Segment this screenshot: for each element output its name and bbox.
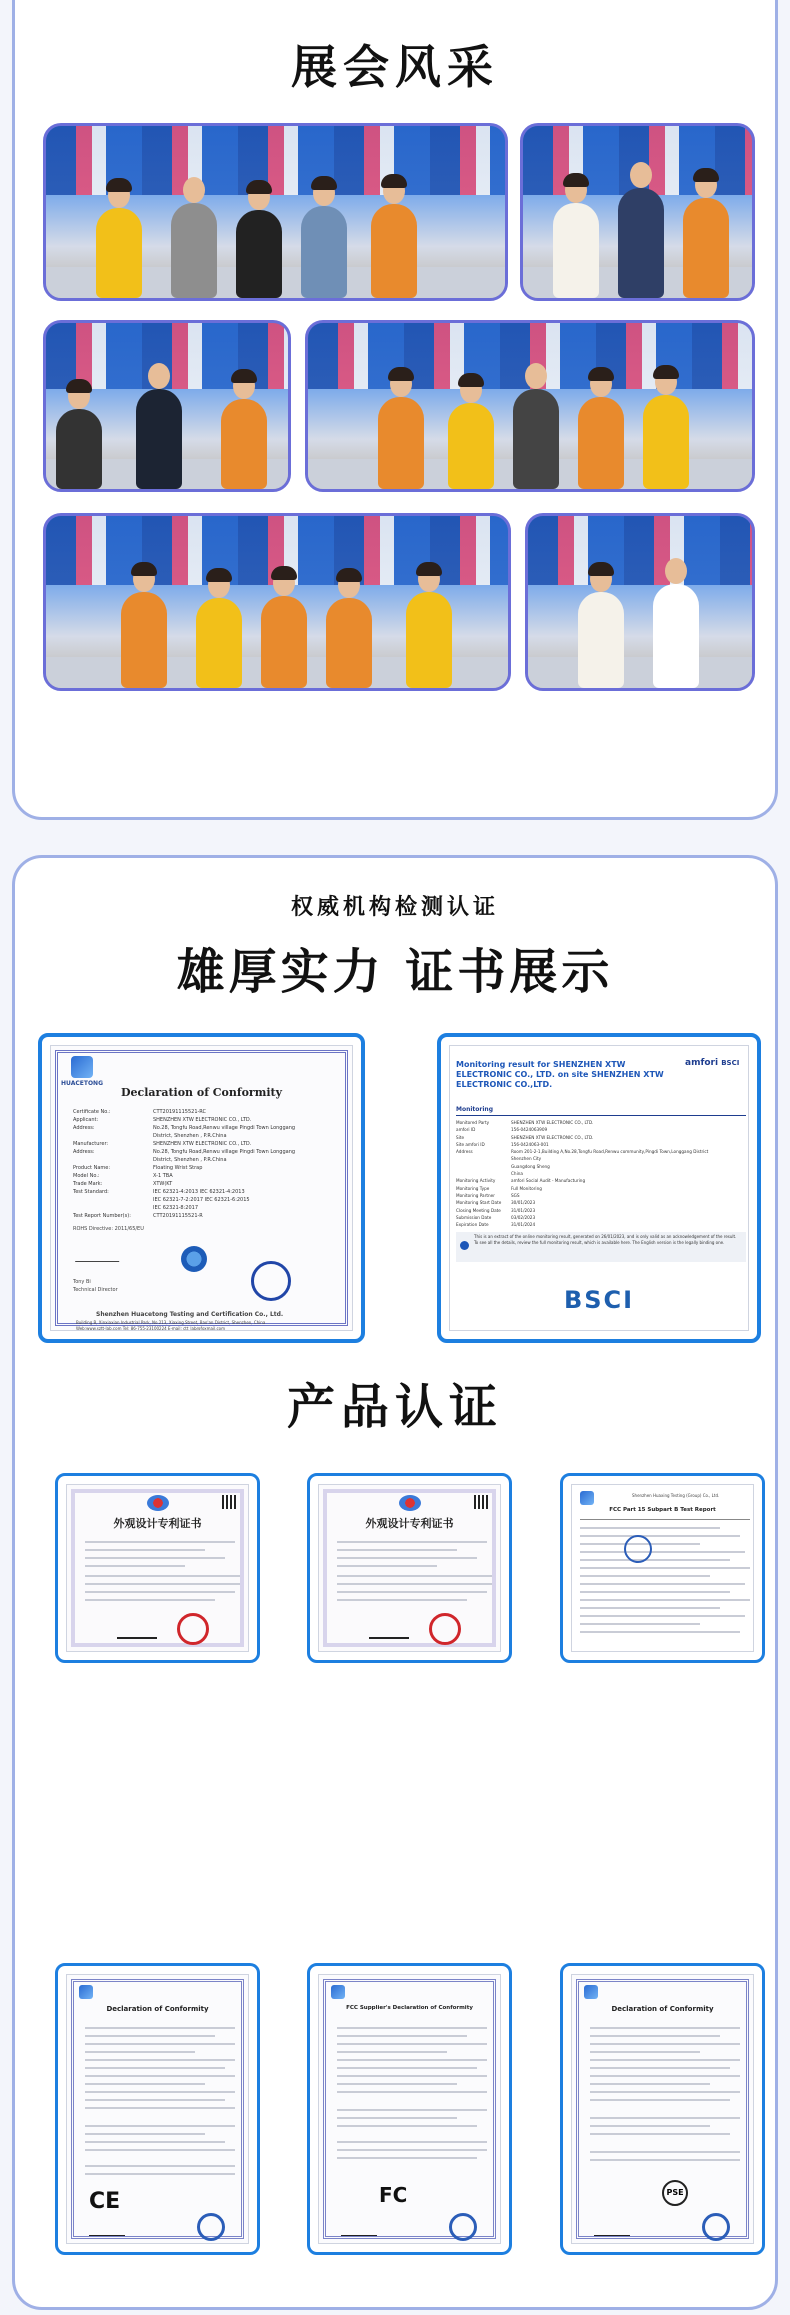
qr-code-icon <box>474 1495 488 1509</box>
cert-row-label: Address: <box>73 1149 95 1155</box>
bsci-section: Monitoring <box>456 1106 493 1113</box>
patent-emblem-icon <box>399 1495 421 1511</box>
pse-mark-text: PSE <box>666 2188 684 2197</box>
cert-doc-signer-title: Technical Director <box>73 1287 118 1293</box>
patent-red-seal-icon <box>429 1613 461 1645</box>
signature-icon <box>89 2227 125 2236</box>
cert-row <box>456 1171 746 1178</box>
huaxing-logo-icon <box>331 1985 345 1999</box>
exhibition-photo-6 <box>525 513 755 691</box>
cert-row-value: SHENZHEN XTW ELECTRONIC CO., LTD. <box>511 1134 594 1140</box>
cert-doc-heading: Declaration of Conformity <box>120 1086 283 1099</box>
signature-icon <box>117 1625 157 1639</box>
cert-row-value: District, Shenzhen , P.R.China <box>153 1157 227 1163</box>
certificate-patent-1 <box>55 1473 260 1663</box>
cert-row-value: Shenzhen City <box>511 1156 542 1162</box>
cert-row <box>456 1149 746 1156</box>
signature-icon <box>594 2227 630 2236</box>
cert-row-value: 156-0424063-001 <box>511 1141 549 1147</box>
cert-row <box>456 1215 746 1222</box>
cert-row-value: 03/02/2023 <box>511 1214 536 1220</box>
cert-row <box>456 1164 746 1171</box>
huacetong-logo-icon <box>71 1056 93 1078</box>
cert-row-label: Site amfori ID <box>456 1141 485 1147</box>
amfori-logo-text: amfori <box>685 1058 719 1068</box>
cert-row-value: China <box>511 1171 523 1177</box>
info-icon <box>460 1241 469 1250</box>
cert-row-value: 31/01/2024 <box>511 1222 536 1228</box>
cert-row-value: 30/01/2023 <box>511 1200 536 1206</box>
pse-mark-icon <box>662 2180 688 2206</box>
cert-row <box>456 1193 746 1200</box>
certificate-declaration-rohs <box>38 1033 365 1343</box>
rohs-seal-icon <box>181 1246 207 1272</box>
bsci-note <box>456 1232 746 1262</box>
cert-row-value: SGS <box>511 1192 520 1198</box>
cert-row-value: No.28, Tongfu Road,Renwu village Pingdi Town Longgang <box>153 1149 296 1155</box>
cert-row <box>456 1135 746 1142</box>
fcc-b-heading: FCC Part 15 Subpart B Test Report <box>609 1507 716 1513</box>
certificates-subtitle: 权威机构检测认证 <box>290 894 499 920</box>
cert-row-value: CTT20191115521-RC <box>153 1109 207 1115</box>
patent-red-seal-icon <box>177 1613 209 1645</box>
certificate-bsci <box>437 1033 761 1343</box>
cert-doc-address: Building B, Xinxiaxian Industrial Park, No.213, Xiaxing Street, Bao'an District, Shenzhen, China <box>76 1320 266 1325</box>
cert-row <box>73 1133 343 1141</box>
cert-row-value: X-1 TBA <box>153 1173 173 1179</box>
patent-emblem-icon <box>147 1495 169 1511</box>
blue-seal-icon <box>197 2213 225 2241</box>
exhibition-panel <box>12 0 778 820</box>
cert-row-value: Floating Wrist Strap <box>153 1165 203 1171</box>
cert-row <box>456 1156 746 1163</box>
certificate-ce <box>55 1963 260 2255</box>
cert-row-label: Trade Mark: <box>73 1181 103 1187</box>
cert-row-value: 31/01/2023 <box>511 1207 536 1213</box>
huaxing-logo-icon <box>584 1985 598 1999</box>
ce-mark-icon: CE <box>89 2189 121 2214</box>
cert-row-label: Manufacturer: <box>73 1141 109 1147</box>
cert-row-label: amfori ID <box>456 1127 476 1133</box>
cert-row-value: amfori Social Audit - Manufacturing <box>511 1178 586 1184</box>
cert-row-label: Monitoring Partner <box>456 1192 495 1198</box>
certificates-panel <box>12 855 778 2310</box>
fcc-mark-icon: FC <box>379 2183 408 2207</box>
certificate-pse <box>560 1963 765 2255</box>
cert-row-label: Applicant: <box>73 1117 99 1123</box>
cert-row-value: SHENZHEN XTW ELECTRONIC CO., LTD. <box>511 1120 594 1125</box>
cert-row-label: Address <box>456 1149 473 1155</box>
cert-row <box>73 1125 343 1133</box>
cert-row-value: IEC 62321-7-2:2017 IEC 62321-6:2015 <box>153 1197 250 1203</box>
cert-row-label: Submission Date <box>456 1214 492 1220</box>
cert-row-value: SHENZHEN XTW ELECTRONIC CO., LTD. <box>153 1117 252 1123</box>
huacetong-logo-text: HUACETONG <box>61 1080 103 1087</box>
cert-row-label: Test Standard: <box>73 1189 109 1195</box>
exhibition-photo-1 <box>43 123 508 301</box>
cert-row <box>456 1142 746 1149</box>
cert-row-label: Model No.: <box>73 1173 100 1179</box>
cert-row-label: Certificate No.: <box>73 1109 111 1115</box>
product-cert-title: 产品认证 <box>286 1379 503 1435</box>
cert-row <box>73 1157 343 1165</box>
signature-icon <box>75 1251 123 1262</box>
cert-doc-signer: Tony Bi <box>73 1279 91 1285</box>
cert-row-value: IEC 62321-4:2013 IEC 62321-4:2013 <box>153 1189 245 1195</box>
cert-row <box>456 1120 746 1127</box>
cert-row <box>73 1173 343 1181</box>
exhibition-title: 展会风采 <box>291 40 499 94</box>
cert-row-value: District, Shenzhen , P.R.China <box>153 1133 227 1139</box>
cert-row-value: Full Monitoring <box>511 1185 542 1191</box>
huaxing-logo-icon <box>580 1491 594 1505</box>
huaxing-logo-icon <box>79 1985 93 1999</box>
blue-seal-icon <box>449 2213 477 2241</box>
cert-row <box>73 1181 343 1189</box>
cert-row-label: Monitoring Activity <box>456 1178 496 1184</box>
cert-row <box>73 1213 343 1221</box>
bsci-logo-text: BSCI <box>721 1059 740 1067</box>
bsci-rows <box>456 1120 746 1229</box>
bsci-title: Monitoring result for SHENZHEN XTW ELECTRONIC CO., LTD. on site SHENZHEN XTW ELECTRONIC CO.,LTD. <box>456 1060 664 1089</box>
signature-icon <box>341 2227 377 2236</box>
cert-row-value: 156-0424063909 <box>511 1127 548 1133</box>
cert-doc-web: Web:www.sztt-lab.com Tel: 86-755-23100224 E-mail: ctt_lab@foxmail.com <box>76 1326 226 1331</box>
certificate-fcc-part15 <box>560 1473 765 1663</box>
cert-doc-company: Shenzhen Huacetong Testing and Certification Co., Ltd. <box>96 1311 284 1318</box>
fcc-sdoc-heading: FCC Supplier's Declaration of Conformity <box>346 2005 473 2011</box>
certificate-fcc-sdoc <box>307 1963 512 2255</box>
blue-seal-icon <box>624 1535 652 1563</box>
patent-heading: 外观设计专利证书 <box>113 1517 202 1530</box>
signature-icon <box>369 1625 409 1639</box>
certificate-patent-2 <box>307 1473 512 1663</box>
cert-row <box>456 1127 746 1134</box>
blue-seal-icon <box>702 2213 730 2241</box>
exhibition-photo-4 <box>305 320 755 492</box>
qr-code-icon <box>222 1495 236 1509</box>
cert-row <box>73 1165 343 1173</box>
cert-row <box>73 1141 343 1149</box>
bsci-big-logo: BSCI <box>563 1286 635 1314</box>
cert-row <box>456 1178 746 1185</box>
cert-row-value: IEC 62321-8:2017 <box>153 1205 199 1211</box>
cert-row <box>73 1205 343 1213</box>
cert-row-value: No.28, Tongfu Road,Renwu village Pingdi Town Longgang <box>153 1125 296 1131</box>
exhibition-photo-3 <box>43 320 291 492</box>
cert-row <box>73 1149 343 1157</box>
cert-row <box>456 1208 746 1215</box>
certificates-title: 雄厚实力 证书展示 <box>176 944 614 1000</box>
patent-heading: 外观设计专利证书 <box>365 1517 454 1530</box>
cert-row-value: SHENZHEN XTW ELECTRONIC CO., LTD. <box>153 1141 252 1147</box>
cert-row <box>456 1186 746 1193</box>
cert-row <box>73 1189 343 1197</box>
cert-row-label: Site <box>456 1134 465 1140</box>
cert-row-label: Expiration Date <box>456 1222 489 1228</box>
cert-row-label: Closing Meeting Date <box>456 1207 501 1213</box>
bsci-note-text: This is an extract of the online monitoring result, generated on 26/01/2023, and is only valid as an acknowledgement of the result. To see all the details, review the full monitoring result, which is available here. The English version is the legally binding one. <box>474 1234 737 1245</box>
cert-row <box>73 1197 343 1205</box>
huacetong-seal-icon <box>251 1261 291 1301</box>
exhibition-photo-5 <box>43 513 511 691</box>
cert-doc-rows <box>73 1109 343 1221</box>
cert-row-label: Monitoring Type <box>456 1185 490 1191</box>
cert-row <box>73 1117 343 1125</box>
cert-row-label: Monitoring Start Date <box>456 1200 502 1206</box>
cert-row <box>73 1109 343 1117</box>
cert-row <box>456 1222 746 1229</box>
ce-heading: Declaration of Conformity <box>106 2005 209 2013</box>
cert-row <box>456 1200 746 1207</box>
fcc-b-company: Shenzhen Huaxing Testing (Group) Co., Ltd. <box>632 1493 720 1498</box>
cert-row-value: CTT20191115521-R <box>153 1213 203 1219</box>
exhibition-photo-2 <box>520 123 755 301</box>
cert-doc-rohs: ROHS Directive: 2011/65/EU <box>73 1226 144 1232</box>
cert-row-label: Test Report Number(s): <box>73 1213 131 1219</box>
bsci-brand <box>685 1058 739 1068</box>
cert-row-value: Room 201-2-1,Building A,No.28,Tongfu Road,Renwu community,Pingdi Town,Longgang District <box>511 1149 709 1155</box>
cert-row-label: Product Name: <box>73 1165 111 1171</box>
cert-row-label: Address: <box>73 1125 95 1131</box>
pse-heading: Declaration of Conformity <box>611 2005 714 2013</box>
cert-row-label: Monitored Party <box>456 1120 490 1125</box>
cert-row-value: XTW(KT <box>153 1181 173 1187</box>
cert-row-value: Guangdong Sheng <box>511 1163 550 1169</box>
